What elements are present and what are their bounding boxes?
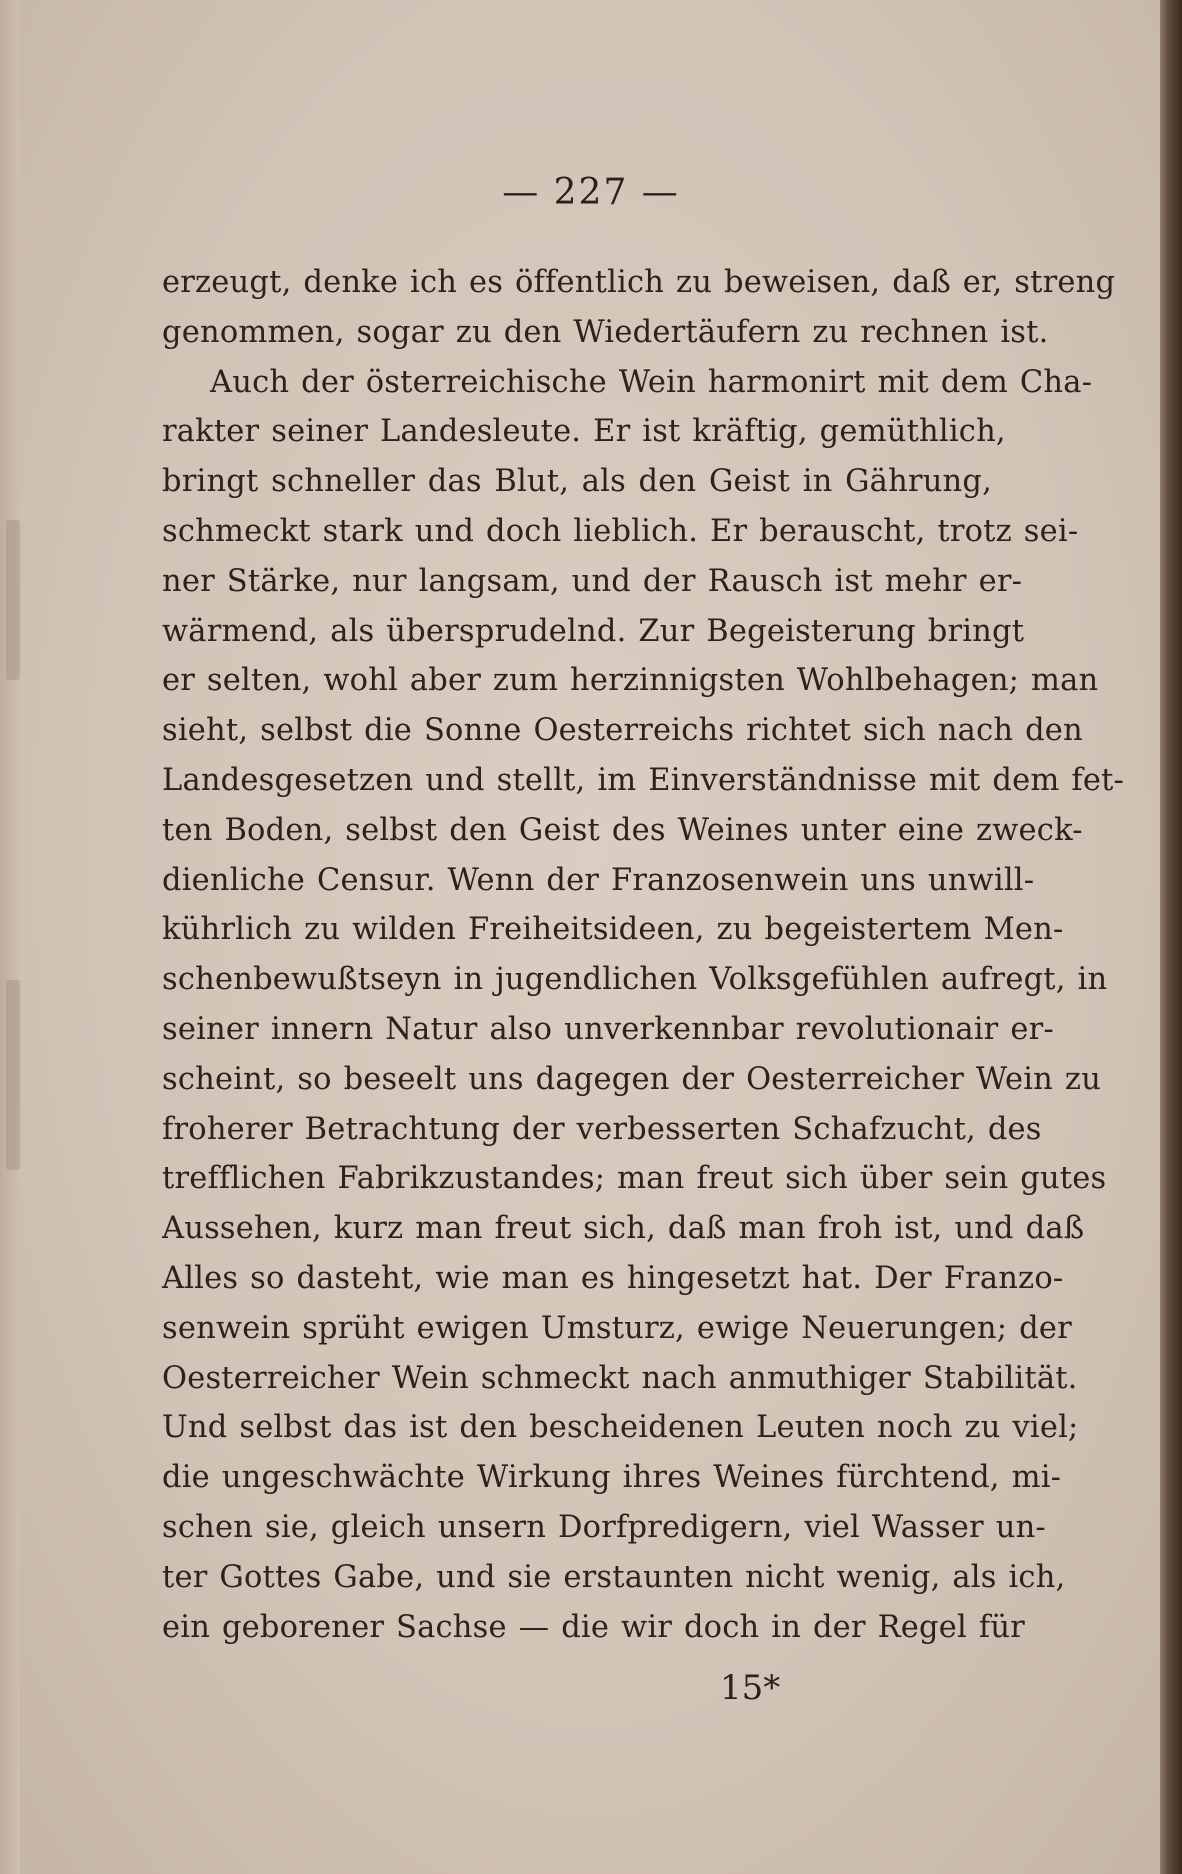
text-line: kührlich zu wilden Freiheitsideen, zu begeistertem Men- — [162, 912, 1064, 948]
page-stain — [6, 980, 20, 1170]
text-line: er selten, wohl aber zum herzinnigsten Wohlbehagen; man — [162, 663, 1099, 699]
text-line: Auch der österreichische Wein harmonirt mit dem Cha- — [210, 364, 1093, 400]
text-line: Aussehen, kurz man freut sich, daß man froh ist, und daß — [162, 1211, 1085, 1247]
text-line: die ungeschwächte Wirkung ihres Weines fürchtend, mi- — [162, 1460, 1062, 1496]
text-line: erzeugt, denke ich es öffentlich zu beweisen, daß er, streng — [162, 265, 1116, 300]
text-line: ner Stärke, nur langsam, und der Rausch ist mehr er- — [162, 563, 1023, 599]
text-line: Und selbst das ist den bescheidenen Leuten noch zu viel; — [162, 1410, 1079, 1446]
text-line: ein geborener Sachse — die wir doch in der Regel für — [162, 1609, 1025, 1645]
text-line: seiner innern Natur also unverkennbar revolutionair er- — [162, 1011, 1054, 1047]
text-line: froherer Betrachtung der verbesserten Schafzucht, des — [162, 1111, 1042, 1147]
text-line: Oesterreicher Wein schmeckt nach anmuthiger Stabilität. — [162, 1360, 1078, 1396]
text-line: ter Gottes Gabe, und sie erstaunten nicht wenig, als ich, — [162, 1559, 1066, 1595]
page-header: — 227 — — [502, 172, 680, 213]
text-line: schmeckt stark und doch lieblich. Er berauscht, trotz sei- — [162, 513, 1079, 549]
text-line: ten Boden, selbst den Geist des Weines unter eine zweck- — [162, 812, 1083, 848]
text-line: scheint, so beseelt uns dagegen der Oesterreicher Wein zu — [162, 1061, 1102, 1097]
text-line: Alles so dasteht, wie man es hingesetzt hat. Der Franzo- — [162, 1260, 1064, 1296]
text-line: bringt schneller das Blut, als den Geist in Gährung, — [162, 464, 992, 500]
text-line: wärmend, als übersprudelnd. Zur Begeisterung bringt — [162, 613, 1025, 649]
page-left-edge — [0, 0, 20, 1874]
text-line: sieht, selbst die Sonne Oesterreichs richtet sich nach den — [162, 713, 1083, 749]
signature-mark: 15* — [720, 1668, 781, 1708]
text-line: schen sie, gleich unsern Dorfpredigern, viel Wasser un- — [162, 1509, 1046, 1545]
body-text — [162, 258, 1125, 1652]
text-line: Landesgesetzen und stellt, im Einverständnisse mit dem fet- — [162, 762, 1125, 798]
text-line: rakter seiner Landesleute. Er ist kräftig, gemüthlich, — [162, 414, 1006, 450]
page-stain — [6, 520, 20, 680]
text-line: senwein sprüht ewigen Umsturz, ewige Neuerungen; der — [162, 1310, 1072, 1346]
text-line: genommen, sogar zu den Wiedertäufern zu rechnen ist. — [162, 314, 1049, 350]
text-line: dienliche Censur. Wenn der Franzosenwein uns unwill- — [162, 862, 1035, 898]
text-line: trefflichen Fabrikzustandes; man freut sich über sein gutes — [162, 1161, 1107, 1197]
text-line: schenbewußtseyn in jugendlichen Volksgefühlen aufregt, in — [162, 962, 1108, 998]
book-spine — [1160, 0, 1182, 1874]
